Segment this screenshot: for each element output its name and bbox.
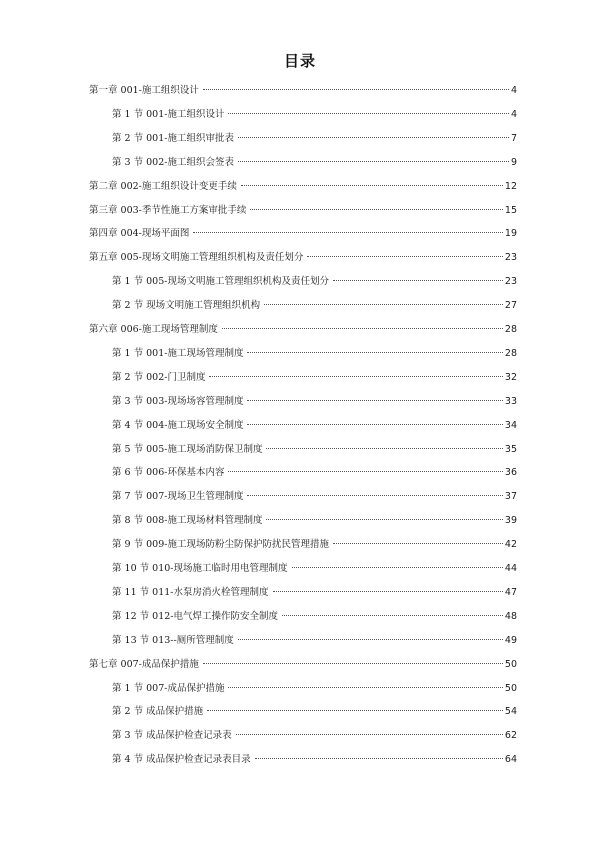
toc-section-entry[interactable] <box>112 347 517 361</box>
toc-entry-title: 第 5 节 005-施工现场消防保卫制度 <box>112 443 263 455</box>
toc-dot-leader <box>333 280 503 281</box>
toc-dot-leader <box>255 758 503 759</box>
toc-section-entry[interactable] <box>112 419 517 433</box>
toc-page-number: 34 <box>504 419 517 431</box>
toc-page-number: 47 <box>504 586 517 598</box>
toc-page-number: 15 <box>504 204 517 216</box>
toc-dot-leader <box>193 232 503 233</box>
toc-dot-leader <box>238 161 509 162</box>
toc-chapter-entry[interactable] <box>89 323 517 337</box>
toc-dot-leader <box>264 304 503 305</box>
toc-page-number: 44 <box>504 563 517 574</box>
toc-dot-leader <box>241 185 503 186</box>
toc-page-number: 36 <box>504 467 517 479</box>
toc-page-number: 50 <box>504 682 517 694</box>
toc-entry-title: 第 9 节 009-施工现场防粉尘防保护防扰民管理措施 <box>112 539 329 551</box>
toc-entry-title: 第四章 004-现场平面图 <box>89 228 190 240</box>
toc-entry-title: 第 4 节 004-施工现场安全制度 <box>112 419 244 431</box>
toc-entry-title: 第 11 节 011-水泵房消火栓管理制度 <box>112 586 269 598</box>
toc-dot-leader <box>282 615 503 616</box>
toc-entry-title: 第 1 节 001-施工组织设计 <box>112 108 225 120</box>
toc-page-number: 32 <box>504 371 517 383</box>
toc-entry-title: 第 1 节 007-成品保护措施 <box>112 682 225 694</box>
toc-dot-leader <box>266 519 502 520</box>
toc-page-number: 28 <box>504 324 517 335</box>
toc-section-entry[interactable] <box>112 490 517 504</box>
toc-dot-leader <box>209 376 502 377</box>
toc-dot-leader <box>247 495 502 496</box>
toc-entry-title: 第 8 节 008-施工现场材料管理制度 <box>112 515 263 527</box>
toc-dot-leader <box>222 328 503 329</box>
toc-section-entry[interactable] <box>112 395 517 409</box>
toc-page-number: 54 <box>504 706 517 718</box>
toc-section-entry[interactable] <box>112 443 517 457</box>
toc-dot-leader <box>292 567 503 568</box>
toc-dot-leader <box>207 710 503 711</box>
toc-dot-leader <box>203 89 509 90</box>
toc-entry-title: 第 12 节 012-电气焊工操作防安全制度 <box>112 610 278 622</box>
toc-page-number: 49 <box>504 634 517 646</box>
toc-section-entry[interactable] <box>112 682 517 696</box>
toc-section-entry[interactable] <box>112 705 517 719</box>
toc-chapter-entry[interactable] <box>89 204 517 218</box>
toc-page-number: 4 <box>510 85 517 96</box>
toc-dot-leader <box>247 352 502 353</box>
toc-page-number: 4 <box>510 108 517 120</box>
toc-dot-leader <box>203 663 503 664</box>
toc-page-number: 27 <box>504 300 517 312</box>
toc-chapter-entry[interactable] <box>89 251 517 265</box>
toc-entry-title: 第 7 节 007-现场卫生管理制度 <box>112 491 244 503</box>
toc-entry-title: 第 2 节 002-门卫制度 <box>112 371 206 383</box>
toc-section-entry[interactable] <box>112 538 517 552</box>
page-title: 目录 <box>283 52 316 70</box>
toc-section-entry[interactable] <box>112 514 517 528</box>
toc-page-number: 48 <box>504 610 517 622</box>
toc-page-number: 12 <box>504 180 517 192</box>
toc-page-number: 19 <box>504 228 517 240</box>
toc-entry-title: 第 3 节 002-施工组织会签表 <box>112 156 234 168</box>
toc-page-number: 64 <box>504 754 517 766</box>
toc-section-entry[interactable] <box>112 466 517 480</box>
toc-entry-title: 第 6 节 006-环保基本内容 <box>112 467 225 479</box>
toc-page-number: 35 <box>504 443 517 455</box>
toc-section-entry[interactable] <box>112 562 517 576</box>
toc-section-entry[interactable] <box>112 156 517 170</box>
toc-entry-title: 第 2 节 001-施工组织审批表 <box>112 132 234 144</box>
toc-page-number: 62 <box>504 730 517 742</box>
toc-entry-title: 第 13 节 013--厕所管理制度 <box>112 634 234 646</box>
toc-entry-title: 第 3 节 成品保护检查记录表 <box>112 730 232 742</box>
toc-entry-title: 第 4 节 成品保护检查记录表目录 <box>112 754 251 766</box>
toc-page-number: 7 <box>510 132 517 144</box>
toc-section-entry[interactable] <box>112 610 517 624</box>
toc-page-number: 39 <box>504 515 517 527</box>
toc-dot-leader <box>228 471 502 472</box>
toc-entry-title: 第七章 007-成品保护措施 <box>89 658 199 670</box>
toc-entry-title: 第三章 003-季节性施工方案审批手续 <box>89 204 247 216</box>
toc-entry-title: 第五章 005-现场文明施工管理组织机构及责任划分 <box>89 252 304 264</box>
toc-chapter-entry[interactable] <box>89 180 517 194</box>
toc-dot-leader <box>266 448 502 449</box>
toc-dot-leader <box>228 687 502 688</box>
toc-section-entry[interactable] <box>112 729 517 743</box>
toc-entry-title: 第 2 节 现场文明施工管理组织机构 <box>112 300 261 312</box>
toc-page-number: 37 <box>504 491 517 503</box>
toc-entry-title: 第一章 001-施工组织设计 <box>89 85 199 96</box>
toc-dot-leader <box>247 400 502 401</box>
toc-dot-leader <box>236 734 503 735</box>
toc-dot-leader <box>247 424 502 425</box>
toc-section-entry[interactable] <box>112 753 517 767</box>
toc-dot-leader <box>333 543 503 544</box>
toc-entry-title: 第二章 002-施工组织设计变更手续 <box>89 180 237 192</box>
toc-page-number: 9 <box>510 156 517 168</box>
toc-page-number: 50 <box>504 658 517 670</box>
toc-page-number: 23 <box>504 276 517 288</box>
toc-section-entry[interactable] <box>112 132 517 146</box>
toc-entry-title: 第 2 节 成品保护措施 <box>112 706 204 718</box>
toc-chapter-entry[interactable] <box>89 658 517 672</box>
toc-section-entry[interactable] <box>112 108 517 122</box>
toc-entry-title: 第 10 节 010-现场施工临时用电管理制度 <box>112 563 288 574</box>
toc-entry-title: 第 1 节 005-现场文明施工管理组织机构及责任划分 <box>112 276 329 288</box>
toc-section-entry[interactable] <box>112 634 517 648</box>
toc-dot-leader <box>238 137 509 138</box>
toc-dot-leader <box>250 209 503 210</box>
toc-section-entry[interactable] <box>112 299 517 313</box>
toc-page-number: 42 <box>504 539 517 551</box>
toc-dot-leader <box>228 113 509 114</box>
toc-dot-leader <box>307 256 503 257</box>
toc-page-number: 28 <box>504 347 517 359</box>
toc-page-number: 23 <box>504 252 517 264</box>
toc-dot-leader <box>273 591 503 592</box>
toc-section-entry[interactable] <box>112 371 517 385</box>
toc-entry-title: 第六章 006-施工现场管理制度 <box>89 324 218 335</box>
toc-dot-leader <box>238 639 503 640</box>
toc-chapter-entry[interactable] <box>89 227 517 241</box>
toc-section-entry[interactable] <box>112 275 517 289</box>
toc-entry-title: 第 1 节 001-施工现场管理制度 <box>112 347 244 359</box>
toc-page-number: 33 <box>504 395 517 407</box>
toc-chapter-entry[interactable] <box>89 84 517 98</box>
toc-entry-title: 第 3 节 003-现场场容管理制度 <box>112 395 244 407</box>
toc-section-entry[interactable] <box>112 586 517 600</box>
